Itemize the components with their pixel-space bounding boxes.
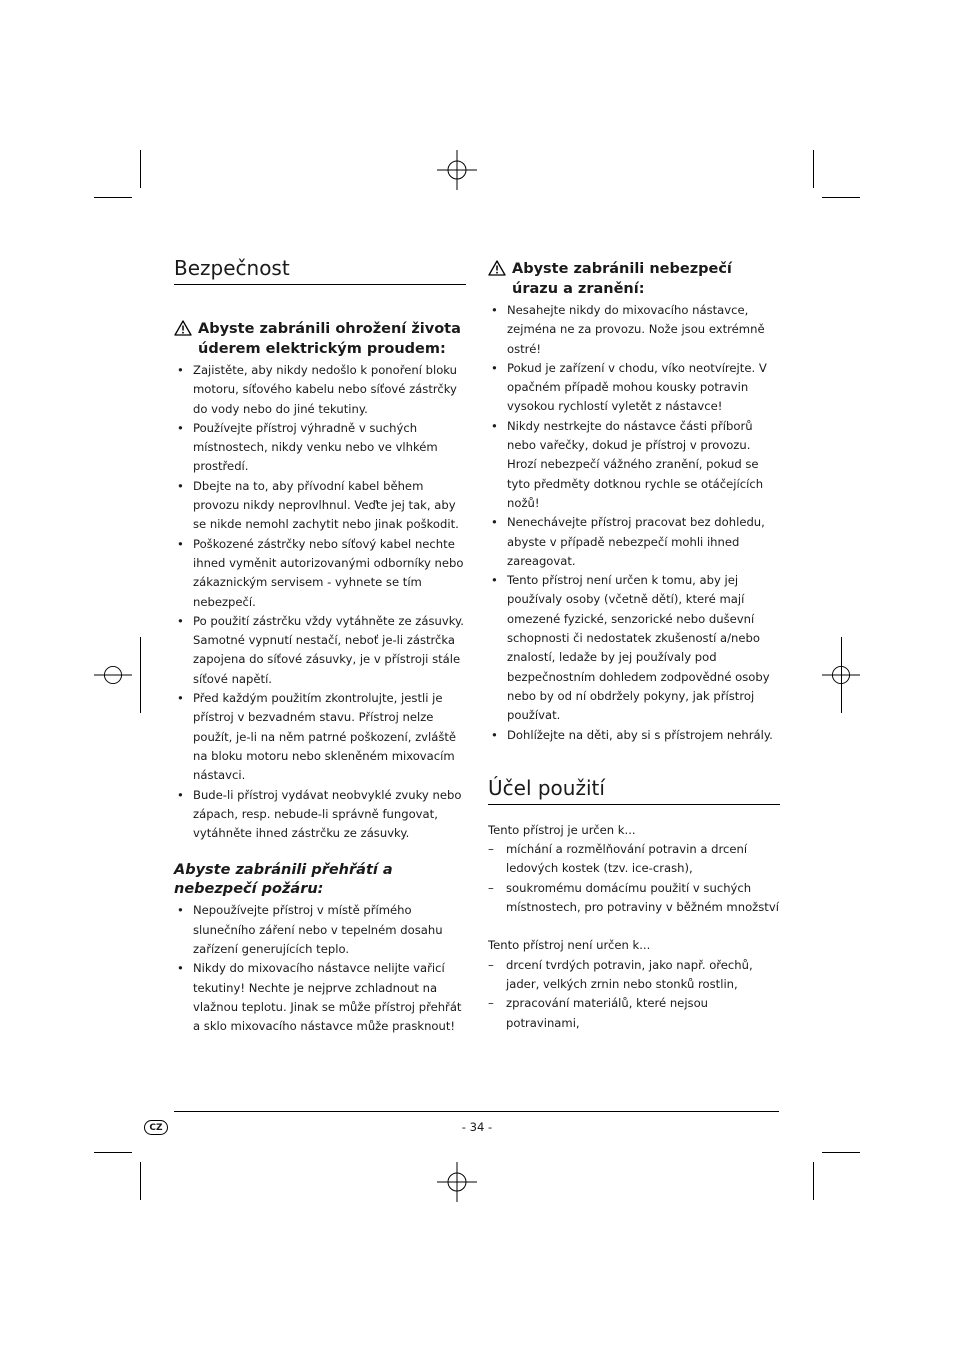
crop-mark — [140, 637, 141, 713]
fire-list — [174, 901, 466, 1036]
warning-icon — [488, 260, 506, 276]
footer-divider — [174, 1111, 779, 1112]
not-intended-intro: Tento přístroj není určen k... — [488, 938, 651, 953]
list-item: • Před každým použitím zkontrolujte, jestli je přístroj v bezvadném stavu. Přístroj nelze použít, je-li na něm patrné poškození, zvláště na bloku motoru nebo skleněném mixovacím nástavci. — [174, 689, 466, 785]
crop-mark — [140, 150, 141, 188]
list-item: • Dbejte na to, aby přívodní kabel během provozu nikdy neprovlhnul. Veďte jej tak, aby se nikde nemohl zachytit nebo jinak poškodit. — [174, 477, 466, 535]
list-item: • Pokud je zařízení v chodu, víko neotvírejte. V opačném případě mohou kousky potravin vysokou rychlostí vyletět z nástavce! — [488, 359, 780, 417]
electric-shock-list — [174, 361, 466, 843]
list-item: • Nesahejte nikdy do mixovacího nástavce, zejména ne za provozu. Nože jsou extrémně ostré! — [488, 301, 780, 359]
crop-mark — [841, 637, 842, 713]
heading-fire: Abyste zabránili přehřátí a nebezpečí požáru: — [174, 862, 393, 898]
country-badge: CZ — [144, 1120, 168, 1135]
list-item: • Bude-li přístroj vydávat neobvyklé zvuky nebo zápach, resp. nebude-li správně fungovat, vytáhněte ihned zástrčku ze zásuvky. — [174, 786, 466, 844]
intended-list — [488, 840, 780, 917]
registration-mark-icon — [94, 656, 132, 694]
crop-mark — [813, 150, 814, 188]
list-item: • Nenechávejte přístroj pracovat bez dohledu, abyste v případě nebezpečí mohli ihned zareagovat. — [488, 513, 780, 571]
crop-mark — [94, 1152, 132, 1153]
list-item: • Dohlížejte na děti, aby si s přístrojem nehrály. — [488, 726, 780, 745]
registration-mark-icon — [437, 1162, 477, 1202]
list-item: • Nikdy do mixovacího nástavce nelijte vařicí tekutiny! Nechte je nejprve zchladnout na vlažnou teplotu. Jinak se může přístroj přehřát a sklo mixovacího nástavce může prasknout! — [174, 959, 466, 1036]
crop-mark — [94, 197, 132, 198]
list-item: • Nikdy nestrkejte do nástavce části příborů nebo vařečky, dokud je přístroj v provozu. Hrozí nebezpečí vážného zranění, pokud se tyto předměty dotknou rychle se otáčejících nožů! — [488, 417, 780, 513]
list-item: • Po použití zástrčku vždy vytáhněte ze zásuvky. Samotné vypnutí nestačí, neboť je-li zástrčka zapojena do síťové zásuvky, je v přístroji stále síťové napětí. — [174, 612, 466, 689]
list-item: • Nepoužívejte přístroj v místě přímého slunečního záření nebo v tepelném dosahu zařízení generujících teplo. — [174, 901, 466, 959]
list-item: • Zajistěte, aby nikdy nedošlo k ponoření bloku motoru, síťového kabelu nebo síťové zástrčky do vody nebo do jiné tekutiny. — [174, 361, 466, 419]
page-number: - 34 - — [461, 1120, 493, 1134]
list-item: – soukromému domácímu použití v suchých místnostech, pro potraviny v běžném množství — [488, 879, 780, 918]
registration-mark-icon — [437, 150, 477, 190]
list-item: – drcení tvrdých potravin, jako např. ořechů, jader, velkých zrnin nebo stonků rostlin, — [488, 956, 780, 995]
right-column — [488, 255, 780, 1033]
not-intended-list — [488, 956, 780, 1033]
section-title-intended-use: Účel použití — [488, 775, 780, 805]
left-column — [174, 255, 466, 1037]
crop-mark — [813, 1162, 814, 1200]
list-item: – míchání a rozmělňování potravin a drcení ledových kostek (tzv. ice-crash), — [488, 840, 780, 879]
crop-mark — [140, 1162, 141, 1200]
heading-electric-shock: Abyste zabránili ohrožení života úderem elektrickým proudem: — [174, 319, 466, 359]
injury-list — [488, 301, 780, 745]
list-item: • Poškozené zástrčky nebo síťový kabel nechte ihned vyměnit autorizovanými odborníky nebo zákaznickým servisem - vyhnete se tím nebezpečí. — [174, 535, 466, 612]
crop-mark — [822, 197, 860, 198]
section-title-safety: Bezpečnost — [174, 255, 466, 285]
list-item: • Tento přístroj není určen k tomu, aby jej používaly osoby (včetně dětí), které mají omezené fyzické, senzorické nebo duševní schopnosti či nedostatek zkušeností a/nebo znalostí, ledaže by jej používaly pod bezpečnostním dohledem zodpovědné osoby nebo by od ní obdržely pokyny, jak přístroj používat. — [488, 571, 780, 725]
list-item: • Používejte přístroj výhradně v suchých místnostech, nikdy venku nebo ve vlhkém prostředí. — [174, 419, 466, 477]
warning-icon — [174, 320, 192, 336]
crop-mark — [822, 1152, 860, 1153]
intended-intro: Tento přístroj je určen k... — [488, 822, 636, 837]
heading-injury: Abyste zabránili nebezpečí úrazu a zranění: — [488, 259, 780, 299]
list-item: – zpracování materiálů, které nejsou potravinami, — [488, 994, 780, 1033]
